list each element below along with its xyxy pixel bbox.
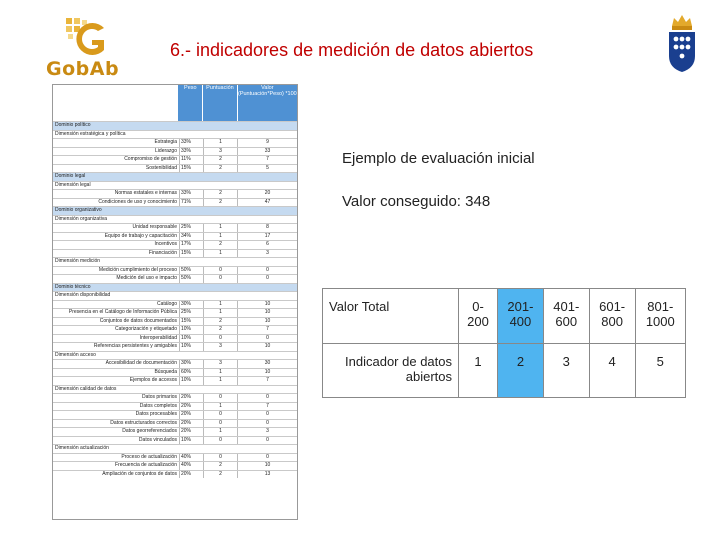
range-cell [543, 289, 589, 344]
row-weight: 34% [179, 233, 203, 241]
row-score: 1 [203, 309, 237, 317]
sheet-row [53, 334, 297, 343]
row-label: Dominio organizativo [55, 207, 102, 213]
row-score: 0 [203, 267, 237, 275]
row-value: 30 [237, 360, 297, 368]
indicator-cell: 1 [459, 343, 498, 398]
row-label: Categorización y etiquetado [115, 326, 177, 332]
row-label: Dimensión disponibilidad [55, 292, 111, 298]
row-label: Dimensión legal [55, 181, 91, 188]
row-label: Dimensión medición [55, 258, 101, 264]
row-value: 3 [237, 250, 297, 258]
sheet-row [53, 427, 297, 436]
sheet-row [53, 164, 297, 173]
row-weight: 10% [179, 377, 203, 385]
row-value: 10 [237, 369, 297, 377]
row-score: 1 [203, 224, 237, 232]
scale-row-indicator [323, 343, 686, 398]
sheet-row [53, 461, 297, 470]
row-score: 2 [203, 199, 237, 207]
sheet-row [53, 274, 297, 283]
row-score: 0 [203, 454, 237, 462]
sheet-row [53, 138, 297, 147]
row-weight: 10% [179, 437, 203, 445]
row-weight: 33% [179, 148, 203, 156]
range-cell [635, 289, 685, 344]
range-cell-highlight [498, 289, 544, 344]
sheet-row [53, 300, 297, 309]
row-label: Búsqueda [154, 368, 177, 375]
row-weight: 50% [179, 267, 203, 275]
row-value: 17 [237, 233, 297, 241]
row-value: 20 [237, 190, 297, 198]
row-weight: 15% [179, 318, 203, 326]
sheet-row [53, 453, 297, 462]
row-value: 13 [237, 471, 297, 479]
row-score: 2 [203, 156, 237, 164]
row-label: Equipo de trabajo y capacitación [104, 232, 177, 239]
row-value: 7 [237, 403, 297, 411]
sheet-row [53, 419, 297, 428]
sheet-dimension-row [53, 130, 297, 139]
row-score: 2 [203, 241, 237, 249]
row-score: 2 [203, 462, 237, 470]
row-value: 9 [237, 139, 297, 147]
row-score: 0 [203, 411, 237, 419]
sheet-row [53, 308, 297, 317]
row-label: Ejemplos de accesos [129, 377, 177, 383]
row-weight: 10% [179, 343, 203, 351]
row-score: 2 [203, 190, 237, 198]
sheet-dimension-row [53, 257, 297, 266]
row-label: Frecuencia de actualización [115, 462, 177, 468]
row-score: 3 [203, 148, 237, 156]
row-label: Unidad responsable [132, 224, 177, 230]
row-weight: 15% [179, 250, 203, 258]
row-label: Dimensión actualización [55, 445, 109, 451]
row-label: Datos estructurados correctos [110, 419, 177, 426]
sheet-dimension-row [53, 215, 297, 224]
row-value: 10 [237, 301, 297, 309]
row-label: Compromiso de gestión [124, 156, 177, 162]
row-score: 1 [203, 377, 237, 385]
row-score: 1 [203, 369, 237, 377]
canarias-crest-icon [664, 12, 700, 74]
row-weight: 20% [179, 428, 203, 436]
row-label: Dominio técnico [55, 283, 91, 290]
row-value: 7 [237, 377, 297, 385]
sheet-rows [53, 121, 297, 478]
row-value: 0 [237, 275, 297, 283]
row-score: 1 [203, 233, 237, 241]
row-label: Presencia en el Catálogo de Información Pública [68, 309, 177, 315]
row-score: 1 [203, 301, 237, 309]
row-label: Medición del uso e impacto [116, 275, 177, 281]
sheet-dimension-row [53, 291, 297, 300]
row-score: 0 [203, 275, 237, 283]
row-label: Medición cumplimiento del proceso [98, 266, 177, 273]
row-score: 1 [203, 139, 237, 147]
row-weight: 20% [179, 394, 203, 402]
row-score: 2 [203, 318, 237, 326]
sheet-row [53, 470, 297, 479]
sheet-row [53, 393, 297, 402]
sheet-domain-row [53, 172, 297, 181]
sheet-header [53, 85, 297, 121]
sheet-row [53, 410, 297, 419]
row-value: 7 [237, 156, 297, 164]
sheet-row [53, 223, 297, 232]
row-label: Proceso de actualización [121, 453, 177, 460]
row-weight: 60% [179, 369, 203, 377]
row-score: 1 [203, 428, 237, 436]
row-label: Sostenibilidad [145, 164, 177, 171]
example-label: Ejemplo de evaluación inicial [342, 150, 535, 167]
row-score: 1 [203, 403, 237, 411]
indicator-cell: 3 [543, 343, 589, 398]
row-label: Liderazgo [155, 147, 177, 154]
row-weight: 33% [179, 190, 203, 198]
row-value: 10 [237, 309, 297, 317]
row-label: Datos primarios [141, 394, 177, 400]
row-weight: 30% [179, 360, 203, 368]
sheet-domain-row [53, 283, 297, 292]
scale-row-total [323, 289, 686, 344]
row-label: Financiación [148, 249, 177, 256]
header-score: Puntuación [202, 85, 237, 121]
row-label: Ampliación de conjuntos de datos [102, 470, 177, 477]
row-weight: 25% [179, 224, 203, 232]
header-value: Valor (Puntuación*Peso) *100 [237, 85, 297, 121]
row-score: 2 [203, 471, 237, 479]
sheet-row [53, 325, 297, 334]
row-label: Dimensión calidad de datos [55, 385, 117, 392]
indicator-spreadsheet [52, 84, 298, 520]
sheet-dimension-row [53, 181, 297, 190]
sheet-row [53, 376, 297, 385]
row-value: 0 [237, 420, 297, 428]
row-score: 2 [203, 326, 237, 334]
header-weight: Peso [177, 85, 202, 121]
range-text: 401- 600 [553, 299, 580, 329]
row-score: 0 [203, 335, 237, 343]
sheet-row [53, 232, 297, 241]
row-value: 7 [237, 326, 297, 334]
row-weight: 30% [179, 301, 203, 309]
row-weight: 15% [179, 165, 203, 173]
row-label: Dimensión organizativa [55, 215, 107, 222]
sheet-row [53, 359, 297, 368]
sheet-row [53, 147, 297, 156]
sheet-dimension-row [53, 444, 297, 453]
row-weight: 50% [179, 275, 203, 283]
row-weight: 25% [179, 309, 203, 317]
row-weight: 10% [179, 335, 203, 343]
row-score: 0 [203, 420, 237, 428]
range-text: 201- 400 [507, 299, 534, 329]
row-label: Incentivos [154, 241, 177, 247]
range-text: 601- 800 [599, 299, 626, 329]
row-label: Interoperabilidad [139, 334, 177, 341]
row-label: Estrategia [154, 139, 177, 145]
row-value: 6 [237, 241, 297, 249]
row-weight: 33% [179, 139, 203, 147]
row-value: 0 [237, 437, 297, 445]
sheet-domain-row [53, 206, 297, 215]
range-cell [589, 289, 635, 344]
row-weight: 20% [179, 403, 203, 411]
row-weight: 20% [179, 420, 203, 428]
sheet-row [53, 266, 297, 275]
row-value: 10 [237, 343, 297, 351]
sheet-row [53, 317, 297, 326]
row-label: Datos completos [139, 402, 177, 409]
range-text: 0- 200 [467, 299, 489, 329]
row-value: 0 [237, 454, 297, 462]
row-label: Condiciones de uso y conocimiento [98, 198, 177, 205]
sheet-header-blank [53, 85, 177, 121]
sheet-row [53, 189, 297, 198]
range-text: 801- 1000 [645, 299, 675, 329]
indicator-cell: 4 [589, 343, 635, 398]
row-weight: 40% [179, 462, 203, 470]
row-label: Datos georreferenciados [122, 428, 177, 434]
logo-text: GobAb [46, 58, 120, 80]
row-label: Conjuntos de datos documentados [99, 317, 177, 324]
row-value: 0 [237, 335, 297, 343]
sheet-row [53, 249, 297, 258]
row-label: Datos vinculados [138, 436, 177, 443]
row-value: 0 [237, 411, 297, 419]
sheet-row [53, 240, 297, 249]
row-value: 5 [237, 165, 297, 173]
sheet-dimension-row [53, 351, 297, 360]
row-label: Referencias persistentes y amigables [93, 343, 177, 349]
row-value: 0 [237, 394, 297, 402]
indicator-cell-highlight: 2 [498, 343, 544, 398]
sheet-dimension-row [53, 385, 297, 394]
row-value: 33 [237, 148, 297, 156]
row-weight: 71% [179, 199, 203, 207]
row-score: 0 [203, 437, 237, 445]
sheet-row [53, 198, 297, 207]
row-label: Accesibilidad de documentación [105, 360, 177, 366]
row-label: Dimensión acceso [55, 351, 96, 358]
row-score: 2 [203, 165, 237, 173]
sheet-domain-row [53, 121, 297, 130]
row-label: Catálogo [156, 300, 177, 307]
row-value: 0 [237, 267, 297, 275]
row-score: 3 [203, 343, 237, 351]
indicator-cell: 5 [635, 343, 685, 398]
sheet-row [53, 368, 297, 377]
scale-indicator-label: Indicador de datos abiertos [323, 343, 459, 398]
scale-table [322, 288, 686, 398]
gobab-mark-icon [64, 16, 108, 60]
row-weight: 20% [179, 411, 203, 419]
row-score: 0 [203, 394, 237, 402]
sheet-row [53, 402, 297, 411]
row-score: 1 [203, 250, 237, 258]
row-weight: 40% [179, 454, 203, 462]
achieved-value: Valor conseguido: 348 [342, 193, 491, 210]
sheet-row [53, 436, 297, 445]
row-weight: 10% [179, 326, 203, 334]
row-value: 10 [237, 318, 297, 326]
row-weight: 11% [179, 156, 203, 164]
row-value: 8 [237, 224, 297, 232]
slide-title: 6.- indicadores de medición de datos abiertos [170, 40, 534, 60]
row-value: 3 [237, 428, 297, 436]
row-label: Datos procesables [135, 411, 177, 417]
range-cell [459, 289, 498, 344]
row-score: 3 [203, 360, 237, 368]
sheet-row [53, 155, 297, 164]
row-value: 47 [237, 199, 297, 207]
row-value: 10 [237, 462, 297, 470]
row-label: Dimensión estratégica y política [55, 130, 126, 137]
row-label: Dominio legal [55, 173, 86, 179]
row-label: Dominio político [55, 122, 91, 128]
row-weight: 20% [179, 471, 203, 479]
row-label: Normas estatales e internas [114, 190, 177, 196]
sheet-row [53, 342, 297, 351]
gobab-logo [44, 16, 120, 80]
scale-total-label: Valor Total [323, 289, 459, 344]
row-weight: 17% [179, 241, 203, 249]
